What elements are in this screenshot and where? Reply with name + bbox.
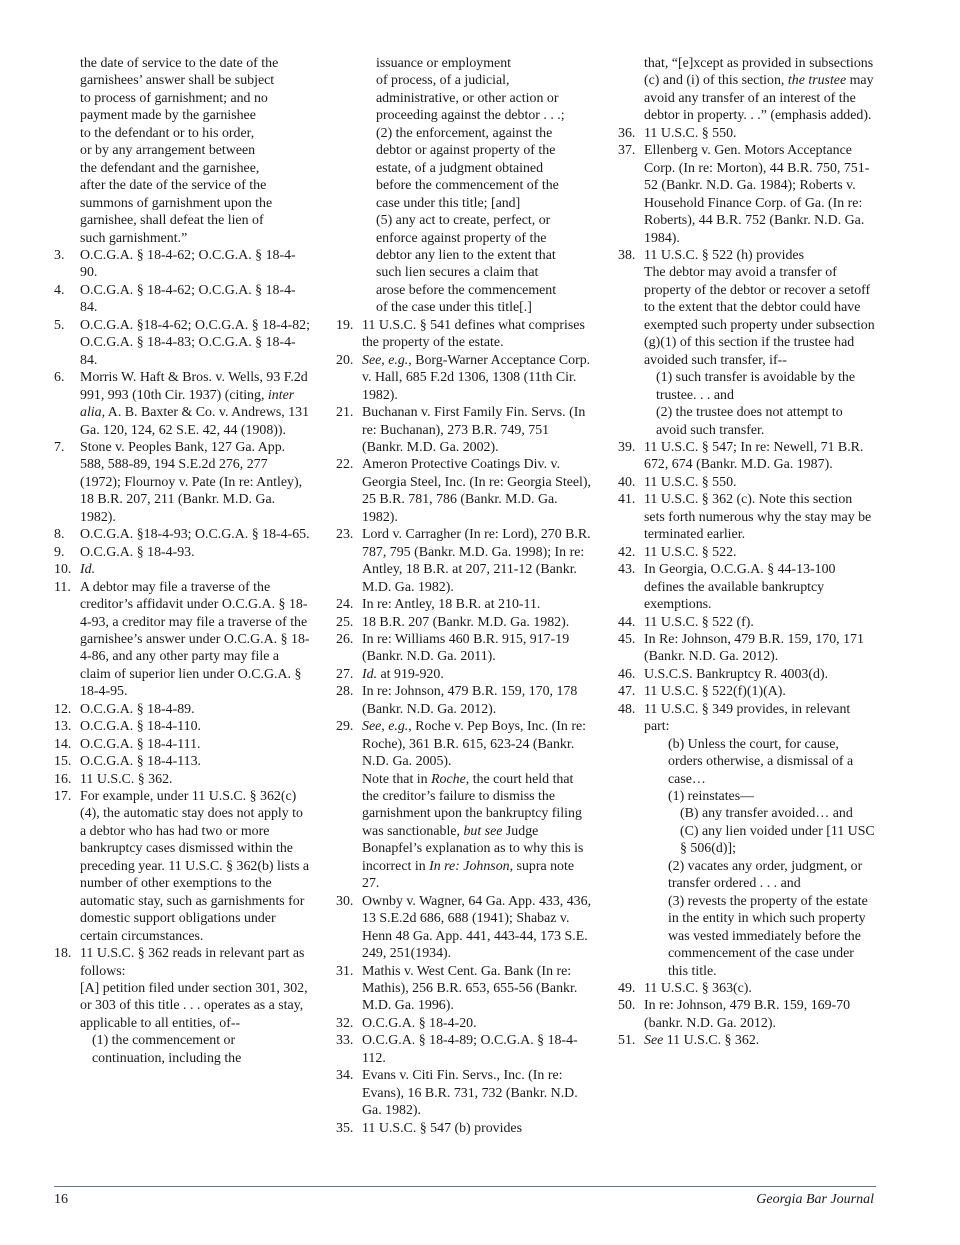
footnote-number: 12. (54, 701, 72, 717)
footnote-text: U.S.C.S. Bankruptcy R. 4003(d). (644, 666, 829, 682)
footnote-number: 42. (618, 544, 636, 560)
footnote-italic: Id. (80, 562, 96, 578)
footnote-number: 24. (336, 597, 354, 613)
footnote-continuation (54, 55, 310, 247)
footnote-number: 3. (54, 247, 65, 263)
footnote-25 (336, 614, 592, 631)
footnote-number: 31. (336, 963, 354, 979)
footnote-number: 28. (336, 684, 354, 700)
footnote-4 (54, 282, 310, 317)
footnote-15 (54, 753, 310, 770)
footnote-text: 11 U.S.C. § 363(c). (644, 981, 752, 997)
footnote-34 (336, 1067, 592, 1119)
footnote-number: 22. (336, 457, 354, 473)
text-line: arose before the commencement (376, 282, 557, 298)
footnote-number: 39. (618, 439, 636, 455)
footnote-text: 11 U.S.C. § 522(f)(1)(A). (644, 684, 786, 700)
text-line: to the defendant or to his order, (80, 125, 255, 141)
footnote-37 (618, 142, 876, 247)
footnote-number: 51. (618, 1033, 636, 1049)
footnote-number: 7. (54, 439, 65, 455)
text-line: or by any arrangement between (80, 143, 256, 159)
footnote-text: 11 U.S.C. § 522 (h) provides (644, 247, 804, 263)
footnote-text: Evans v. Citi Fin. Servs., Inc. (In re: Evans), 16 B.R. 731, 732 (Bankr. N.D. Ga. 1982). (362, 1068, 578, 1119)
footnote-number: 29. (336, 719, 354, 735)
text-line: the date of service to the date of the (80, 56, 279, 71)
footnote-text: In re: Johnson, 479 B.R. 159, 169-70 (bankr. N.D. Ga. 2012). (644, 998, 851, 1031)
footnote-text: , Borg-Warner Acceptance Corp. v. Hall, 685 F.2d 1306, 1308 (11th Cir. 1982). (362, 352, 591, 403)
footnote-italic: but see (463, 823, 503, 839)
footnote-number: 38. (618, 247, 636, 263)
footnote-11 (54, 579, 310, 701)
footnote-number: 40. (618, 474, 636, 490)
footnote-26 (336, 631, 592, 666)
footnote-number: 44. (618, 614, 636, 630)
text-line: (2) the enforcement, against the (376, 125, 553, 141)
footnote-text: , Roche v. Pep Boys, Inc. (In re: Roche), 361 B.R. 615, 623-24 (Bankr. N.D. Ga. 2005). (362, 719, 586, 770)
statute-quote: [A] petition filed under section 301, 302, or 303 of this title . . . operates as a stay, applicable to all entities, of-- (80, 981, 308, 1031)
text-line: the defendant and the garnishee, (80, 160, 260, 176)
footnote-number: 15. (54, 754, 72, 770)
footnote-24 (336, 596, 592, 613)
footnote-text: O.C.G.A. § 18-4-62; O.C.G.A. § 18-4-90. (80, 247, 296, 281)
footnote-number: 5. (54, 317, 65, 333)
footnote-text: 11 U.S.C. § 550. (644, 125, 737, 141)
footnote-italic: the trustee (787, 73, 847, 89)
footnote-text: 11 U.S.C. § 550. (644, 474, 737, 490)
footnote-number: 32. (336, 1015, 354, 1031)
statute-quote-item: (1) reinstates— (668, 789, 755, 805)
footnote-text: Buchanan v. First Family Fin. Servs. (In re: Buchanan), 273 B.R. 749, 751 (Bankr. M.D. Ga. 2002). (362, 405, 586, 455)
footnote-italic: Roche (431, 771, 466, 787)
footnote-text: Ellenberg v. Gen. Motors Acceptance Corp. (In re: Morton), 44 B.R. 750, 751-52 (Bankr. N.D. Ga. 1984); Roberts v. Household Finance Corp. of Ga. (In re: Roberts), 44 B.R. 752 (Bankr. N.D. Ga. 1984). (644, 143, 870, 246)
footnote-number: 8. (54, 527, 65, 543)
footnote-number: 11. (54, 579, 71, 595)
footnote-text: 11 U.S.C. § 362 reads in relevant part as follows: (80, 946, 305, 979)
text-line: after the date of the service of the (80, 178, 267, 194)
footnote-number: 18. (54, 946, 72, 962)
footnote-5 (54, 317, 310, 369)
footnote-6 (54, 369, 310, 439)
statute-quote-subitem: (C) any lien voided under [11 USC § 506(d)]; (680, 823, 875, 857)
footnote-number: 50. (618, 998, 636, 1014)
footnote-19 (336, 317, 592, 352)
footnote-number: 45. (618, 631, 636, 647)
footnote-33 (336, 1032, 592, 1067)
footnote-italic: inter alia (80, 387, 295, 421)
footnote-3 (54, 247, 310, 282)
footnotes-column-3 (618, 55, 876, 1050)
text-line: issuance or employment (376, 56, 512, 71)
footnote-text: In re: Williams 460 B.R. 915, 917-19 (Bankr. N.D. Ga. 2011). (362, 631, 570, 665)
text-line: enforce against property of the (376, 230, 547, 246)
footnote-35-continuation (618, 55, 876, 125)
footnote-18 (54, 945, 310, 980)
statute-quote-continuation (336, 55, 592, 317)
footnote-number: 23. (336, 527, 354, 543)
footnote-number: 14. (54, 736, 72, 752)
footnote-text: 11 U.S.C. § 522 (f). (644, 614, 754, 630)
text-line: to process of garnishment; and no (80, 90, 268, 106)
footnote-36 (618, 125, 876, 142)
footnote-text: 11 U.S.C. § 547 (b) provides (362, 1120, 522, 1136)
footnote-italic: See, e.g. (362, 719, 409, 735)
footnote-number: 30. (336, 893, 354, 909)
footnote-28 (336, 683, 592, 718)
text-line: debtor any lien to the extent that (376, 247, 556, 263)
footnote-italic: In re: Johnson (429, 858, 510, 874)
footnote-text: 11 U.S.C. § 362. (80, 771, 173, 787)
footnote-text: Stone v. Peoples Bank, 127 Ga. App. 588, 588-89, 194 S.E.2d 276, 277 (1972); Flournoy v. Pate (In re: Antley), 18 B.R. 207, 211 (Bankr. M.D. Ga. 1982). (80, 439, 303, 525)
journal-title: Georgia Bar Journal (756, 1192, 874, 1207)
statute-quote: (b) Unless the court, for cause, orders otherwise, a dismissal of a case… (668, 736, 854, 787)
footnote-29 (336, 718, 592, 770)
text-line: payment made by the garnishee (80, 108, 256, 124)
statute-quote-item: (3) revests the property of the estate in the entity in which such property was vested immediately before the commencement of the case under this title. (668, 893, 868, 979)
statute-quote-item: (2) the trustee does not attempt to avoid such transfer. (656, 405, 843, 438)
text-line: such lien secures a claim that (376, 265, 539, 281)
text-line: of process, of a judicial, (376, 73, 510, 89)
footnote-40 (618, 474, 876, 491)
footnote-number: 25. (336, 614, 354, 630)
statute-quote-item: (2) vacates any order, judgment, or transfer ordered . . . and (668, 858, 863, 892)
footnote-number: 19. (336, 317, 354, 333)
footnote-number: 16. (54, 771, 72, 787)
text-line: garnishee, shall defeat the lien of (80, 213, 264, 229)
text-line: garnishees’ answer shall be subject (80, 73, 275, 89)
statute-quote-item: (1) such transfer is avoidable by the trustee. . . and (656, 370, 856, 403)
footnote-text: Mathis v. West Cent. Ga. Bank (In re: Mathis), 256 B.R. 653, 655-56 (Bankr. M.D. Ga. 1996). (362, 963, 578, 1014)
footnote-text: 11 U.S.C. § 362. (663, 1033, 760, 1049)
footnote-17 (54, 788, 310, 945)
footnote-number: 10. (54, 562, 72, 578)
footnote-43 (618, 561, 876, 613)
footnote-number: 33. (336, 1033, 354, 1049)
text-line: summons of garnishment upon the (80, 195, 273, 211)
footnote-text: O.C.G.A. § 18-4-89. (80, 701, 195, 717)
text-line: debtor or against property of the (376, 143, 556, 159)
footnote-text: that, “[e]xcept as provided in subsections (c) and (i) of this section, (644, 56, 874, 89)
footnote-italic: See, e.g. (362, 352, 409, 368)
footnote-text: 18 B.R. 207 (Bankr. M.D. Ga. 1982). (362, 614, 570, 630)
footnote-14 (54, 736, 310, 753)
footnote-35 (336, 1120, 592, 1137)
footnote-45 (618, 631, 876, 666)
footnote-text: O.C.G.A. §18-4-93; O.C.G.A. § 18-4-65. (80, 527, 310, 543)
footnote-48 (618, 701, 876, 736)
footnote-20 (336, 352, 592, 404)
footnote-number: 46. (618, 666, 636, 682)
footnote-text: O.C.G.A. § 18-4-111. (80, 736, 201, 752)
footer-divider (54, 1186, 876, 1187)
page-number: 16 (54, 1192, 68, 1207)
footnote-number: 21. (336, 405, 354, 421)
statute-quote: The debtor may avoid a transfer of property of the debtor or recover a setoff to the extent that the debtor could have exempted such property under subsection (g)(1) of this section if the trustee had avoided such transfer, if-- (644, 265, 875, 368)
footnote-32 (336, 1015, 592, 1032)
footnote-text: In Georgia, O.C.G.A. § 44-13-100 defines the available bankruptcy exemptions. (644, 562, 836, 613)
footnote-text: 11 U.S.C. § 541 defines what comprises the property of the estate. (362, 317, 585, 351)
footnote-number: 6. (54, 370, 65, 386)
footnote-number: 36. (618, 125, 636, 141)
footnote-number: 27. (336, 666, 354, 682)
footnote-text: 11 U.S.C. § 547; In re: Newell, 71 B.R. 672, 674 (Bankr. M.D. Ga. 1987). (644, 439, 864, 473)
text-line: before the commencement of the (376, 178, 559, 194)
text-line: such garnishment.” (80, 230, 188, 246)
footnote-51 (618, 1032, 876, 1049)
footnote-23 (336, 526, 592, 596)
footnote-text: A debtor may file a traverse of the creditor’s affidavit under O.C.G.A. § 18-4-93, a creditor may file a traverse of the garnishee’s answer under O.C.G.A. § 18-4-86, and any other party may file a claim of superior lien under O.C.G.A. § 18-4-95. (80, 579, 310, 700)
footnote-46 (618, 666, 876, 683)
text-line: proceeding against the debtor . . .; (376, 108, 565, 124)
footnote-text: may avoid any transfer of an interest of the debtor in property. . .” (emphasis added). (644, 73, 874, 124)
footnote-7 (54, 439, 310, 526)
footnote-text: , the court held that the creditor’s failure to dismiss the garnishment upon the bankruptcy filing was sanctionable, (362, 771, 582, 839)
footnote-9 (54, 544, 310, 561)
footnote-number: 9. (54, 544, 65, 560)
text-line: (5) any act to create, perfect, or (376, 213, 551, 229)
footnote-number: 4. (54, 282, 65, 298)
footnote-44 (618, 614, 876, 631)
footnote-text: O.C.G.A. § 18-4-93. (80, 544, 195, 560)
footnote-text: 11 U.S.C. § 522. (644, 544, 737, 560)
footnotes-column-2 (336, 55, 592, 1137)
footnote-text: In re: Antley, 18 B.R. at 210-11. (362, 597, 541, 613)
footnote-text: In Re: Johnson, 479 B.R. 159, 170, 171 (Bankr. N.D. Ga. 2012). (644, 631, 864, 665)
footnote-number: 26. (336, 631, 354, 647)
footnote-10 (54, 561, 310, 578)
footnote-42 (618, 544, 876, 561)
footnote-text: O.C.G.A. § 18-4-113. (80, 754, 202, 770)
footnote-text: Ameron Protective Coatings Div. v. Georgia Steel, Inc. (In re: Georgia Steel), 25 B.R. 781, 786 (Bankr. M.D. Ga. 1982). (362, 457, 591, 525)
statute-quote-item: (1) the commencement or continuation, including the (92, 1033, 242, 1066)
statute-quote-subitem: (B) any transfer avoided… and (680, 806, 853, 822)
text-line: of the case under this title[.] (376, 300, 532, 316)
footnote-number: 37. (618, 143, 636, 159)
footnote-text: , supra note 27. (362, 858, 575, 892)
footnote-number: 48. (618, 701, 636, 717)
footnote-16 (54, 771, 310, 788)
footnote-text: Ownby v. Wagner, 64 Ga. App. 433, 436, 13 S.E.2d 686, 688 (1941); Shabaz v. Henn 48 Ga. App. 441, 443-44, 173 S.E. 249, 251(1934). (362, 893, 592, 962)
footnote-italic: Id. (362, 666, 378, 682)
footnote-text: For example, under 11 U.S.C. § 362(c)(4), the automatic stay does not apply to a debtor who has had two or more bankruptcy cases dismissed within the preceding year. 11 U.S.C. § 362(b) lists a number of other exemptions to the automatic stay, such as garnishments for domestic support obligations under certain circumstances. (80, 789, 310, 944)
footnote-12 (54, 701, 310, 718)
footnote-number: 17. (54, 789, 72, 805)
footnote-text: O.C.G.A. § 18-4-110. (80, 719, 202, 735)
footnote-text: , A. B. Baxter & Co. v. Andrews, 131 Ga. 120, 124, 62 S.E. 42, 44 (1908)). (80, 405, 310, 438)
footnote-text: O.C.G.A. §18-4-62; O.C.G.A. § 18-4-82; O.C.G.A. § 18-4-83; O.C.G.A. § 18-4-84. (80, 317, 310, 368)
footnote-50 (618, 997, 876, 1032)
footnote-30 (336, 893, 592, 963)
footnote-47 (618, 683, 876, 700)
footnote-text: O.C.G.A. § 18-4-20. (362, 1015, 477, 1031)
footnote-13 (54, 718, 310, 735)
footnote-49 (618, 980, 876, 997)
footnote-number: 20. (336, 352, 354, 368)
footnote-31 (336, 963, 592, 1015)
footnote-text: Lord v. Carragher (In re: Lord), 270 B.R. 787, 795 (Bankr. M.D. Ga. 1998); In re: Antley, 18 B.R. at 207, 211-12 (Bankr. M.D. Ga. 1982). (362, 527, 591, 595)
footnote-text: Morris W. Haft & Bros. v. Wells, 93 F.2d 991, 993 (10th Cir. 1937) (citing, (80, 370, 308, 403)
footnote-29-note (336, 771, 592, 893)
footnote-text: 11 U.S.C. § 349 provides, in relevant part: (644, 701, 851, 735)
footnote-number: 35. (336, 1120, 354, 1136)
footnote-number: 41. (618, 492, 636, 508)
footnote-41 (618, 491, 876, 543)
footnote-27 (336, 666, 592, 683)
footnote-text: In re: Johnson, 479 B.R. 159, 170, 178 (Bankr. N.D. Ga. 2012). (362, 684, 578, 717)
footnote-number: 43. (618, 562, 636, 578)
footnote-39 (618, 439, 876, 474)
footnote-8 (54, 526, 310, 543)
text-line: estate, of a judgment obtained (376, 160, 544, 176)
footnote-number: 34. (336, 1068, 354, 1084)
footnote-text: at 919-920. (377, 666, 444, 682)
footnote-text: Note that in (362, 771, 432, 787)
footnote-text: O.C.G.A. § 18-4-62; O.C.G.A. § 18-4-84. (80, 282, 296, 316)
text-line: administrative, or other action or (376, 90, 559, 106)
footnote-21 (336, 404, 592, 456)
footnote-text: O.C.G.A. § 18-4-89; O.C.G.A. § 18-4-112. (362, 1033, 578, 1066)
text-line: case under this title; [and] (376, 195, 521, 211)
footnote-22 (336, 456, 592, 526)
footnote-38 (618, 247, 876, 264)
footnotes-column-1 (54, 55, 310, 1067)
footnote-number: 47. (618, 684, 636, 700)
footnote-text: 11 U.S.C. § 362 (c). Note this section sets forth numerous why the stay may be terminated earlier. (644, 492, 872, 543)
footnote-text: Judge Bonapfel’s explanation as to why this is incorrect in (362, 823, 584, 874)
footnote-number: 13. (54, 719, 72, 735)
footnote-number: 49. (618, 981, 636, 997)
footnote-italic: See (644, 1033, 664, 1049)
